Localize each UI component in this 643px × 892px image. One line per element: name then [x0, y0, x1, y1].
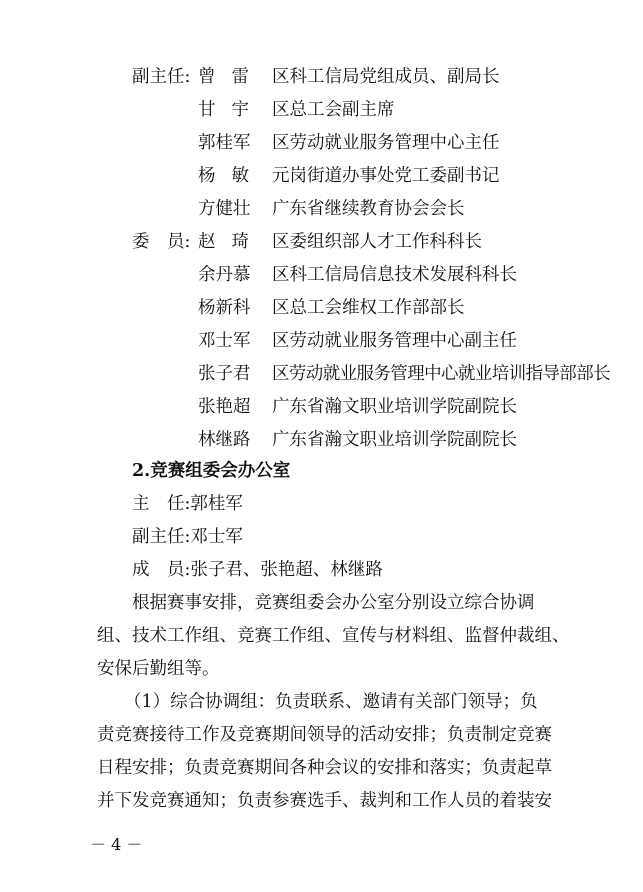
office-director: 主 任:郭桂军 [132, 494, 243, 514]
person-name: 方健壮 [198, 199, 251, 219]
paragraph-line: 并下发竞赛通知；负责参赛选手、裁判和工作人员的着装安 [97, 791, 552, 811]
paragraph-line: 组、技术工作组、竞赛工作组、宣传与材料组、监督仲裁组、 [97, 626, 570, 646]
deputy-role-label: 副主任: [132, 67, 191, 87]
person-name: 余丹慕 [198, 265, 251, 285]
paragraph-line: 根据赛事安排，竞赛组委会办公室分别设立综合协调 [132, 593, 535, 613]
member-role-label: 委 员: [132, 232, 191, 252]
paragraph-line: 安保后勤组等。 [97, 659, 220, 679]
paragraph-line: 日程安排；负责竞赛期间各种会议的安排和落实；负责起草 [97, 758, 552, 778]
page-number: － 4 － [90, 835, 143, 854]
person-name: 甘宇 [198, 100, 265, 120]
office-deputy-director: 副主任:邓士军 [132, 527, 243, 547]
person-title: 区科工信局信息技术发展科科长 [272, 265, 517, 285]
person-title: 区总工会维权工作部部长 [272, 298, 465, 318]
person-title: 广东省瀚文职业培训学院副院长 [272, 397, 517, 417]
office-members: 成 员:张子君、张艳超、林继路 [132, 560, 383, 580]
person-name: 邓士军 [198, 331, 251, 351]
person-name: 杨新科 [198, 298, 251, 318]
person-title: 区总工会副主席 [272, 100, 395, 120]
person-name: 张艳超 [198, 397, 251, 417]
person-name: 曾雷 [198, 67, 265, 87]
person-title: 广东省瀚文职业培训学院副院长 [272, 430, 517, 450]
person-name: 杨敏 [198, 166, 265, 186]
person-title: 区委组织部人才工作科科长 [272, 232, 482, 252]
person-name: 赵琦 [198, 232, 265, 252]
person-title: 区劳动就业服务管理中心副主任 [272, 331, 517, 351]
paragraph-line: （1）综合协调组：负责联系、邀请有关部门领导；负 [124, 692, 538, 712]
person-title: 区劳动就业服务管理中心主任 [272, 133, 500, 153]
section-heading: 2.竞赛组委会办公室 [132, 461, 291, 481]
person-name: 郭桂军 [198, 133, 251, 153]
person-title: 区科工信局党组成员、副局长 [272, 67, 500, 87]
person-title: 区劳动就业服务管理中心就业培训指导部部长 [272, 364, 610, 384]
person-name: 张子君 [198, 364, 251, 384]
person-name: 林继路 [198, 430, 251, 450]
person-title: 广东省继续教育协会会长 [272, 199, 465, 219]
paragraph-line: 责竞赛接待工作及竞赛期间领导的活动安排；负责制定竞赛 [97, 725, 552, 745]
person-title: 元岗街道办事处党工委副书记 [272, 166, 500, 186]
